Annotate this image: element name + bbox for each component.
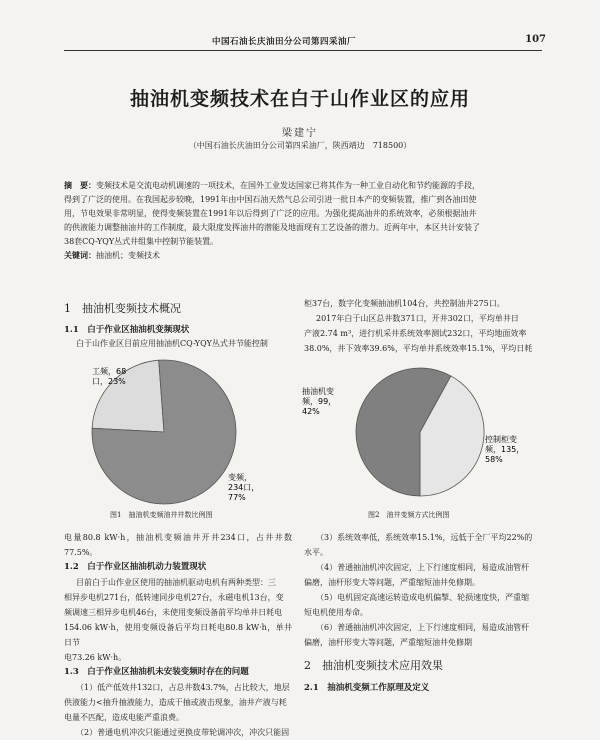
fig2-label-right-2: 频，135， (485, 445, 525, 454)
right-line: 2017年白于山区总井数371口，开井302口，平均单井日 (316, 314, 519, 323)
left-line: 电量不匹配，造成电能严重浪费。 (64, 713, 184, 722)
subsection-1-3-heading: 1.3 白于作业区抽油机未安装变频时存在的问题 (64, 667, 249, 677)
keywords-text: 抽油机；变频技术 (96, 251, 160, 260)
fig2-label-right-1: 控制柜变 (485, 435, 517, 444)
abstract-label: 摘 要： (64, 180, 96, 190)
fig2-label-left-3: 42% (302, 407, 320, 416)
left-line: 目前白于山作业区使用的抽油机驱动电机有两种类型：三 (76, 578, 276, 587)
left-column-bottom (64, 530, 292, 740)
right-line: 偏磨，油杆形变大等问题，严重缩短油井免修期。 (304, 578, 480, 587)
right-line: （6）普通抽油机冲次固定，上下行速度相同，易造成油管杆 (316, 623, 530, 632)
figure-2-caption: 图2 油井变频方式比例图 (368, 511, 450, 519)
keywords-label: 关键词： (64, 250, 96, 260)
abstract-line: 变频技术是交流电动机调速的一项技术，在国外工业发达国家已将其作为一种工业自动化和节约能源的手段， (96, 181, 480, 190)
left-line: 相异步电机271台，低转速同步电机27台，永磁电机13台，变 (64, 593, 284, 602)
section-2-heading: 2 抽油机变频技术应用效果 (304, 659, 443, 672)
figure-1-pie (64, 352, 294, 512)
fig2-label-right-3: 58% (485, 455, 503, 464)
right-line: （5）电机固定高速运转造成电机偏掣、轮损速度快，严重缩 (316, 593, 530, 602)
fig1-label-bianpin-3: 77% (228, 493, 246, 502)
right-line: 偏磨，油杆形变大等问题，严重缩短油井免修期 (304, 638, 472, 647)
abstract-line: 的供液能力调整抽油井的工作制度，最大限度发挥油井的潜能及地面现有工艺设备的潜力。近两年中，本区共计安装了 (64, 223, 480, 232)
abstract-line: 用，节电效果非常明显，使得变频装置在1991年以后得到了广泛的应用。为强化提高油井的系统效率，必须根据油井 (64, 209, 477, 218)
running-header (0, 35, 600, 49)
header-rule (64, 50, 542, 51)
subsection-1-1-heading: 1.1 白于作业区抽油机变频现状 (64, 325, 190, 335)
left-line: 电73.26 kW·h。 (64, 653, 127, 662)
author-affiliation: （中国石油长庆油田分公司第四采油厂，陕西靖边 718500） (188, 141, 412, 150)
left-line: 供液能力<抽升抽液能力，造成干抽或液击现象，油井产液与耗 (64, 698, 287, 707)
paper-title: 抽油机变频技术在白于山作业区的应用 (129, 88, 470, 110)
keywords (64, 250, 542, 261)
fig1-label-gongpin-2: 口，23% (92, 377, 126, 386)
right-column-bottom (304, 530, 542, 696)
left-line: （1）低产低效井132口，占总井数43.7%，占比较大，地层 (76, 683, 290, 692)
right-line: （4）普通抽油机冲次固定，上下行速度相同，易造成油管杆 (316, 563, 530, 572)
subsection-1-2-heading: 1.2 白于作业区抽油机动力装置现状 (64, 562, 207, 572)
figure-2-slices (356, 368, 484, 496)
right-line: 产液2.74 m³，进行机采井系统效率测试232口，平均地面效率 (304, 329, 527, 338)
left-line: 频调速三相异步电机46台，未使用变频设备前平均单井日耗电 (64, 608, 283, 617)
author-name: 梁建宁 (282, 128, 318, 139)
fig2-label-left-1: 抽油机变 (302, 387, 334, 396)
left-line: （2）普通电机冲次只能通过更换皮带轮调冲次，冲次只能固 (76, 728, 290, 737)
header-affiliation: 中国石油长庆油田分公司第四采油厂 (212, 37, 357, 47)
subsection-2-1-heading: 2.1 抽油机变频工作原理及定义 (304, 683, 430, 693)
right-line: （3）系统效率低，系统效率15.1%，远低于全厂平均22%的 (316, 533, 533, 542)
left-line: 154.06 kW·h，使用变频设备后平均日耗电80.8 kW·h，单井日节 (64, 623, 292, 647)
left-line: 电量80.8 kW·h，抽油机变频油井开井234口，占井井数77.5%。 (64, 533, 292, 557)
section-1-heading: 1 抽油机变频技术概况 (64, 302, 181, 315)
page-number: 107 (525, 34, 546, 45)
right-column-top (304, 296, 542, 356)
fig1-label-gongpin-1: 工频，68 (92, 367, 127, 376)
right-line: 柜37台，数字化变频抽油机104台，共控制油井275口。 (304, 299, 505, 308)
right-line: 38.0%，井下效率39.6%，平均单井系统效率15.1%，平均日耗 (304, 344, 533, 353)
abstract (64, 178, 542, 249)
fig2-label-left-2: 频，99， (302, 397, 337, 406)
abstract-line: 38套CQ-YQY丛式井组集中控制节能装置。 (64, 237, 219, 246)
right-line: 短电机使用寿命。 (304, 608, 368, 617)
section-1-1-text: 白于山作业区目前应用抽油机CQ-YQY丛式井节能控制 (76, 339, 268, 348)
fig1-label-bianpin-2: 234口， (228, 483, 260, 492)
figure-2-pie (300, 362, 542, 502)
right-line: 水平。 (304, 548, 328, 557)
abstract-line: 得到了广泛的使用。在我国起步较晚，1991年由中国石油天然气总公司引进一批日本产的变频装置，推广到各油田使 (64, 195, 477, 204)
fig1-label-bianpin-1: 变频， (228, 473, 252, 482)
figure-1-caption: 图1 抽油机变频油井井数比例图 (110, 511, 213, 519)
